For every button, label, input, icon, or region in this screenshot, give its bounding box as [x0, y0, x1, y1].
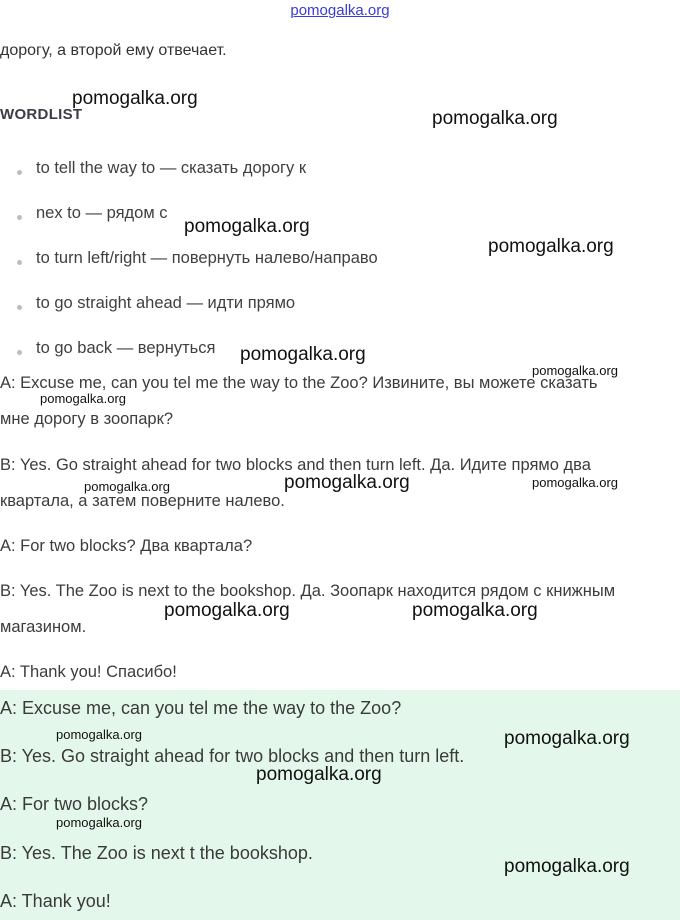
dialogue-line: A: For two blocks? Два квартала?	[0, 537, 253, 555]
watermark: pomogalka.org	[72, 88, 198, 109]
watermark: pomogalka.org	[504, 728, 630, 749]
watermark: pomogalka.org	[184, 216, 310, 237]
dialogue-line: A: Excuse me, can you tel me the way to the Zoo? Извините, вы можете сказать	[0, 374, 598, 392]
site-link[interactable]: pomogalka.org	[290, 2, 390, 19]
watermark: pomogalka.org	[240, 344, 366, 365]
watermark: pomogalka.org	[504, 856, 630, 877]
wordlist-heading: WORDLIST	[0, 106, 83, 123]
wordlist-item: to tell the way to — сказать дорогу к	[36, 159, 307, 177]
bullet-icon	[17, 305, 22, 310]
watermark: pomogalka.org	[532, 475, 618, 490]
watermark: pomogalka.org	[488, 236, 614, 257]
watermark: pomogalka.org	[256, 764, 382, 785]
intro-text: дорогу, а второй ему отвечает.	[0, 42, 227, 59]
english-line: A: For two blocks?	[0, 794, 149, 814]
watermark: pomogalka.org	[412, 600, 538, 621]
watermark: pomogalka.org	[40, 391, 126, 406]
english-line: A: Thank you!	[0, 891, 111, 911]
watermark: pomogalka.org	[432, 108, 558, 129]
bullet-icon	[17, 260, 22, 265]
watermark: pomogalka.org	[532, 363, 618, 378]
english-line: B: Yes. Go straight ahead for two blocks and then turn left.	[0, 746, 465, 766]
dialogue-line: магазином.	[0, 618, 87, 636]
watermark: pomogalka.org	[84, 479, 170, 494]
wordlist-item: to go back — вернуться	[36, 339, 216, 357]
bullet-icon	[17, 170, 22, 175]
dialogue-line: мне дорогу в зоопарк?	[0, 410, 173, 428]
dialogue-line: B: Yes. The Zoo is next to the bookshop. Да. Зоопарк находится рядом с книжным	[0, 582, 616, 600]
dialogue-line: квартала, а затем поверните налево.	[0, 492, 285, 510]
wordlist-item: to turn left/right — повернуть налево/направо	[36, 249, 378, 267]
bullet-icon	[17, 350, 22, 355]
watermark: pomogalka.org	[56, 727, 142, 742]
dialogue-line: A: Thank you! Спасибо!	[0, 663, 177, 681]
wordlist-item: nex to — рядом с	[36, 204, 168, 222]
english-line: B: Yes. The Zoo is next t the bookshop.	[0, 843, 313, 863]
watermark: pomogalka.org	[56, 815, 142, 830]
wordlist-item: to go straight ahead — идти прямо	[36, 294, 296, 312]
english-line: A: Excuse me, can you tel me the way to the Zoo?	[0, 698, 402, 718]
watermark: pomogalka.org	[284, 472, 410, 493]
watermark: pomogalka.org	[164, 600, 290, 621]
dialogue-line: B: Yes. Go straight ahead for two blocks and then turn left. Да. Идите прямо два	[0, 456, 591, 474]
bullet-icon	[17, 215, 22, 220]
